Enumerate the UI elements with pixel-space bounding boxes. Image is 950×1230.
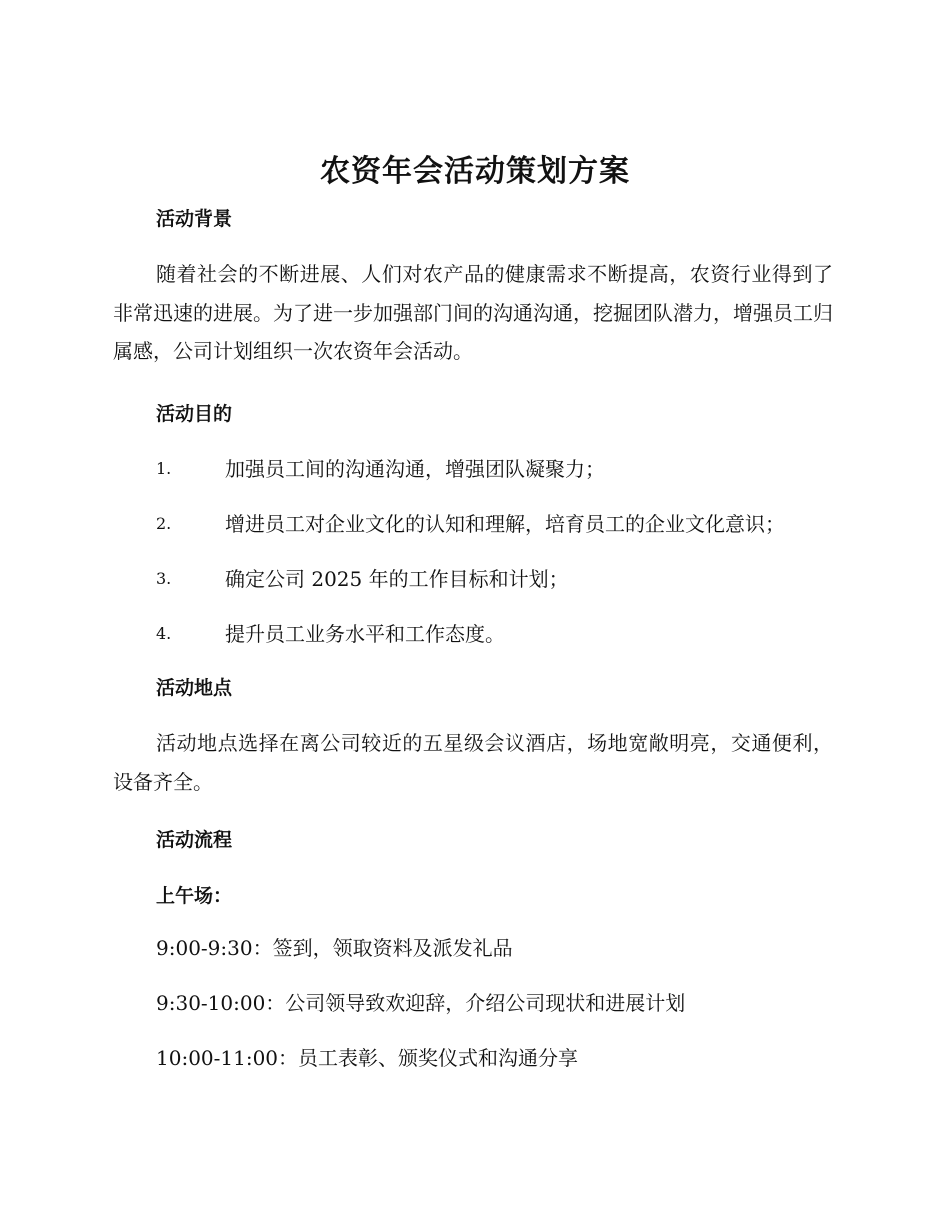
list-number: 2.: [156, 514, 172, 533]
schedule-item: 9:00-9:30：签到，领取资料及派发礼品: [156, 936, 513, 960]
heading-morning: 上午场：: [156, 885, 233, 907]
schedule-item: 9:30-10:00：公司领导致欢迎辞，介绍公司现状和进展计划: [156, 991, 686, 1015]
document-title: 农资年会活动策划方案: [320, 154, 630, 189]
heading-purpose: 活动目的: [156, 403, 233, 425]
list-number: 1.: [156, 459, 172, 478]
heading-background: 活动背景: [156, 208, 233, 230]
list-number: 4.: [156, 624, 172, 643]
list-text: 确定公司 2025 年的工作目标和计划；: [225, 567, 569, 591]
paragraph-location: 活动地点选择在离公司较近的五星级会议酒店，场地宽敞明亮，交通便利，设备齐全。: [113, 731, 833, 794]
list-item: [156, 453, 836, 485]
list-item: [156, 618, 836, 650]
heading-process: 活动流程: [156, 829, 233, 851]
list-text: 加强员工间的沟通沟通，增强团队凝聚力；: [225, 457, 605, 481]
list-number: 3.: [156, 569, 172, 588]
heading-location: 活动地点: [156, 677, 233, 699]
paragraph-background: 随着社会的不断进展、人们对农产品的健康需求不断提高，农资行业得到了非常迅速的进展。为了进一步加强部门间的沟通沟通，挖掘团队潜力，增强员工归属感，公司计划组织一次农资年会活动。: [113, 262, 833, 363]
list-text: 增进员工对企业文化的认知和理解，培育员工的企业文化意识；: [225, 512, 785, 536]
schedule-item: 10:00-11:00：员工表彰、颁奖仪式和沟通分享: [156, 1046, 579, 1070]
list-item: [156, 508, 836, 540]
list-text: 提升员工业务水平和工作态度。: [225, 622, 505, 646]
list-item: [156, 563, 836, 595]
